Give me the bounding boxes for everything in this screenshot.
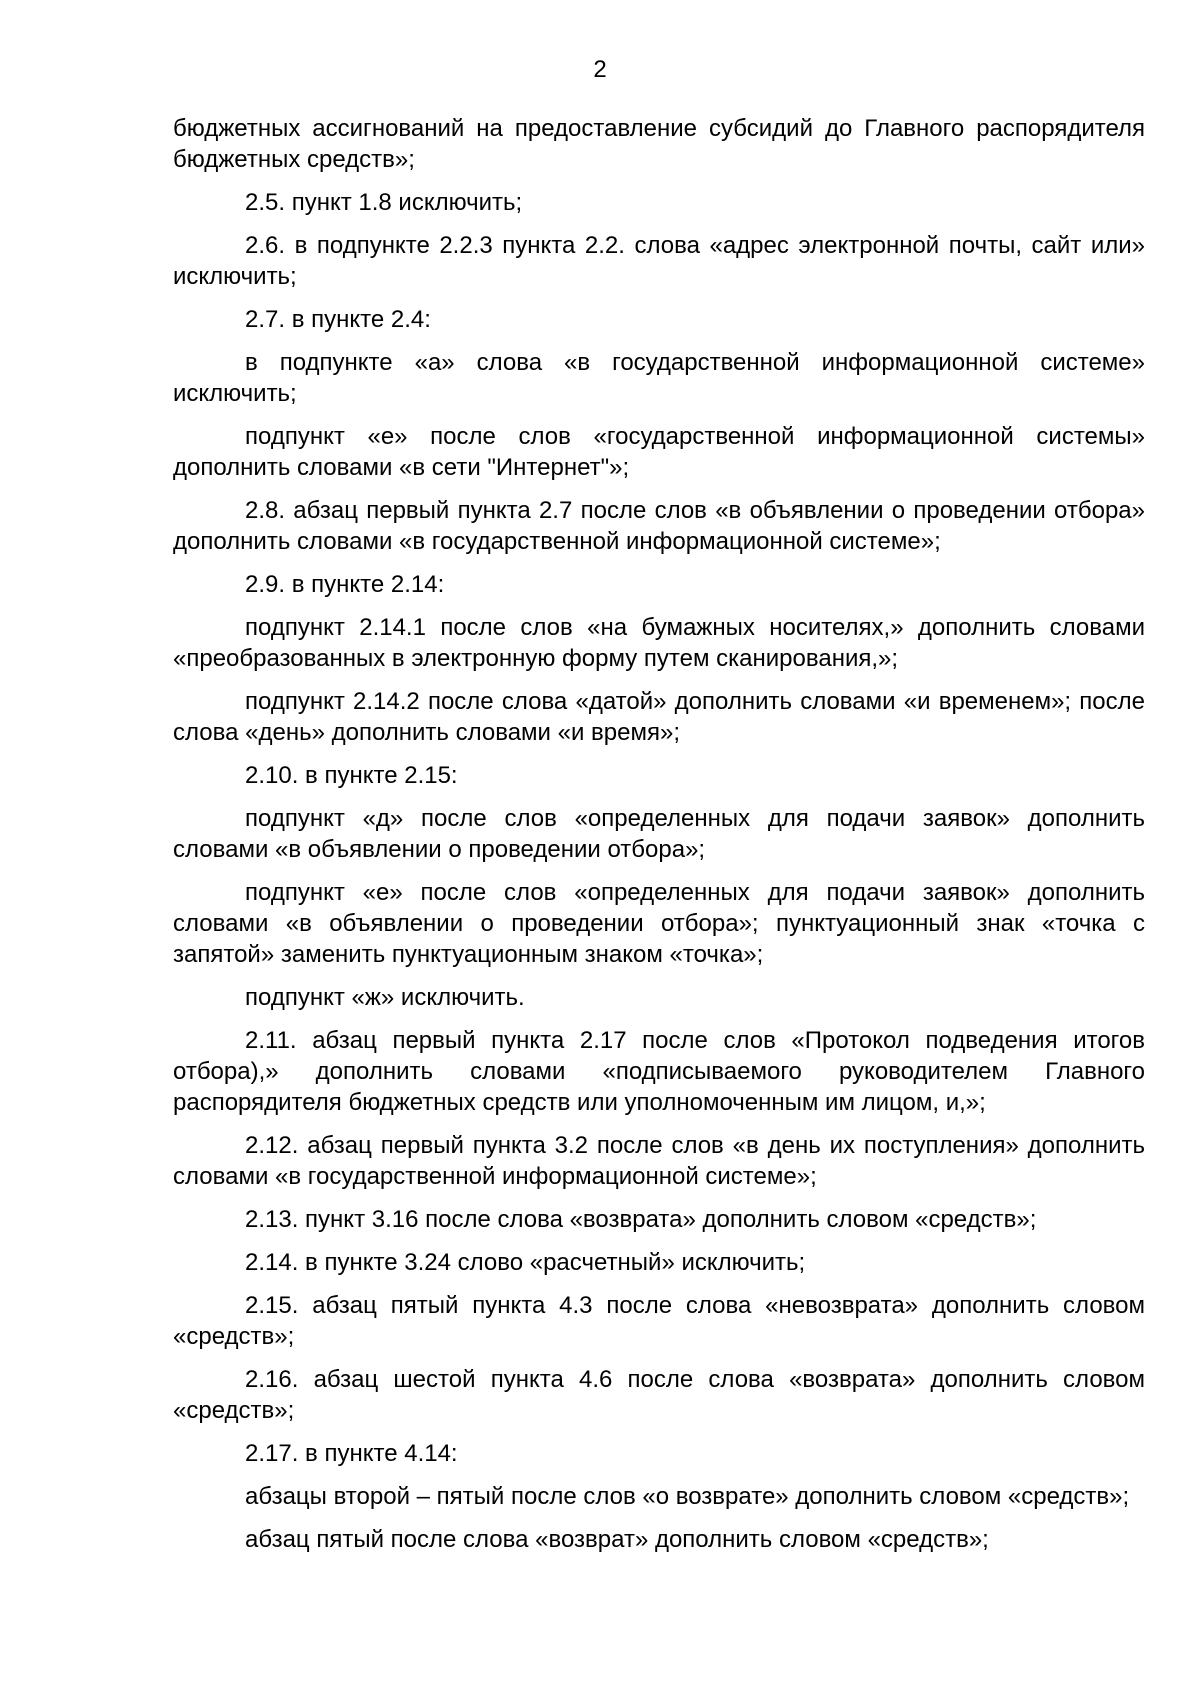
paragraph: 2.10. в пункте 2.15: bbox=[245, 762, 458, 789]
paragraph: 2.12. абзац первый пункта 3.2 после слов «в день их поступления» дополнить словами «в государственной информационной системе»; bbox=[173, 1132, 1145, 1190]
paragraph: абзацы второй – пятый после слов «о возврате» дополнить словом «средств»; bbox=[245, 1483, 1130, 1510]
paragraph: 2.9. в пункте 2.14: bbox=[245, 571, 445, 598]
page-number: 2 bbox=[593, 56, 607, 83]
paragraph: 2.17. в пункте 4.14: bbox=[245, 1440, 458, 1467]
paragraph: 2.15. абзац пятый пункта 4.3 после слова «невозврата» дополнить словом «средств»; bbox=[173, 1292, 1145, 1350]
paragraph: 2.14. в пункте 3.24 слово «расчетный» исключить; bbox=[245, 1249, 806, 1276]
document-body bbox=[173, 113, 1145, 1567]
paragraph: абзац пятый после слова «возврат» дополнить словом «средств»; bbox=[245, 1526, 989, 1553]
paragraph: подпункт «ж» исключить. bbox=[245, 984, 525, 1011]
paragraph: 2.7. в пункте 2.4: bbox=[245, 306, 431, 333]
paragraph: подпункт 2.14.2 после слова «датой» дополнить словами «и временем»; после слова «день» дополнить словами «и время»; bbox=[173, 688, 1145, 746]
paragraph: 2.13. пункт 3.16 после слова «возврата» дополнить словом «средств»; bbox=[245, 1206, 1037, 1233]
paragraph: 2.8. абзац первый пункта 2.7 после слов «в объявлении о проведении отбора» дополнить словами «в государственной информационной системе»; bbox=[173, 497, 1145, 555]
paragraph: 2.5. пункт 1.8 исключить; bbox=[245, 189, 523, 216]
paragraph: подпункт «е» после слов «государственной информационной системы» дополнить словами «в сети "Интернет"»; bbox=[173, 423, 1145, 481]
paragraph: 2.6. в подпункте 2.2.3 пункта 2.2. слова «адрес электронной почты, сайт или» исключить; bbox=[173, 232, 1145, 290]
paragraph: 2.16. абзац шестой пункта 4.6 после слова «возврата» дополнить словом «средств»; bbox=[173, 1366, 1145, 1424]
paragraph: бюджетных ассигнований на предоставление субсидий до Главного распорядителя бюджетных средств»; bbox=[173, 115, 1145, 173]
paragraph: подпункт «д» после слов «определенных для подачи заявок» дополнить словами «в объявлении о проведении отбора»; bbox=[173, 805, 1145, 863]
paragraph: подпункт «е» после слов «определенных для подачи заявок» дополнить словами «в объявлении о проведении отбора»; пунктуационный знак «точка с запятой» заменить пунктуационным знаком «точка»; bbox=[173, 879, 1145, 968]
paragraph: подпункт 2.14.1 после слов «на бумажных носителях,» дополнить словами «преобразованных в электронную форму путем сканирования,»; bbox=[173, 614, 1145, 672]
paragraph: в подпункте «а» слова «в государственной информационной системе» исключить; bbox=[173, 349, 1145, 407]
paragraph: 2.11. абзац первый пункта 2.17 после слов «Протокол подведения итогов отбора),» дополнить словами «подписываемого руководителем Главного распорядителя бюджетных средств или уполномоченным им лицом, и,»; bbox=[173, 1027, 1145, 1116]
